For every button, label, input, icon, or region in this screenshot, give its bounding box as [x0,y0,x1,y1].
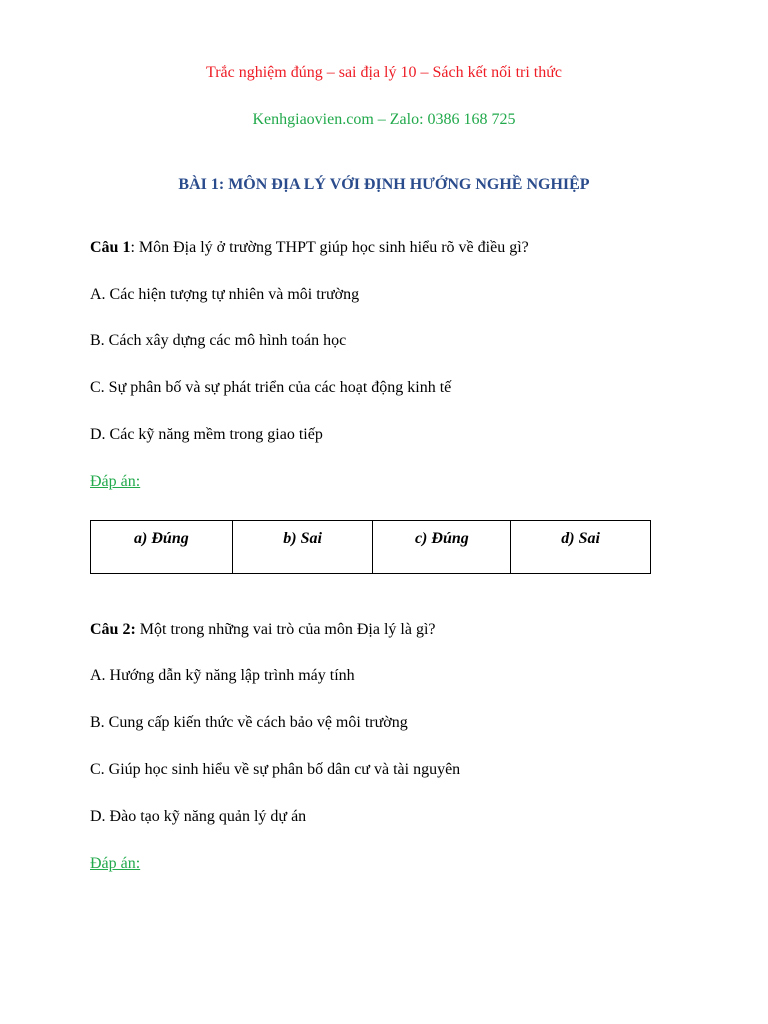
question-2-option-d: D. Đào tạo kỹ năng quản lý dự án [90,808,307,825]
document-header-contact: Kenhgiaovien.com – Zalo: 0386 168 725 [252,111,516,128]
question-2-label: Câu 2: [90,621,136,638]
question-2-option-a: A. Hướng dẫn kỹ năng lập trình máy tính [90,667,355,684]
question-1-answer-table [90,520,651,574]
question-2-text: Một trong những vai trò của môn Địa lý là gì? [135,621,436,638]
question-1-answer-label: Đáp án: [90,473,141,490]
question-1-label: Câu 1 [90,239,131,256]
question-1-option-d: D. Các kỹ năng mềm trong giao tiếp [90,426,323,443]
question-2-option-c: C. Giúp học sinh hiểu về sự phân bố dân cư và tài nguyên [90,761,461,778]
lesson-title: BÀI 1: MÔN ĐỊA LÝ VỚI ĐỊNH HƯỚNG NGHỀ NGHIỆP [178,176,590,193]
document-header-title: Trắc nghiệm đúng – sai địa lý 10 – Sách kết nối tri thức [205,64,563,81]
answer-cell-b: b) Sai [232,521,373,574]
question-2 [90,620,436,640]
answer-table-row [91,521,651,574]
answer-cell-c: c) Đúng [373,521,511,574]
question-1-option-b: B. Cách xây dựng các mô hình toán học [90,332,347,349]
answer-cell-d: d) Sai [511,521,651,574]
question-1-option-c: C. Sự phân bố và sự phát triển của các hoạt động kinh tế [90,379,452,396]
question-1-text: : Môn Địa lý ở trường THPT giúp học sinh hiểu rõ về điều gì? [130,239,529,256]
question-1-option-a: A. Các hiện tượng tự nhiên và môi trường [90,286,360,303]
question-2-option-b: B. Cung cấp kiến thức về cách bảo vệ môi trường [90,714,408,731]
question-1 [90,238,529,258]
question-2-answer-label: Đáp án: [90,855,141,872]
answer-cell-a: a) Đúng [91,521,233,574]
